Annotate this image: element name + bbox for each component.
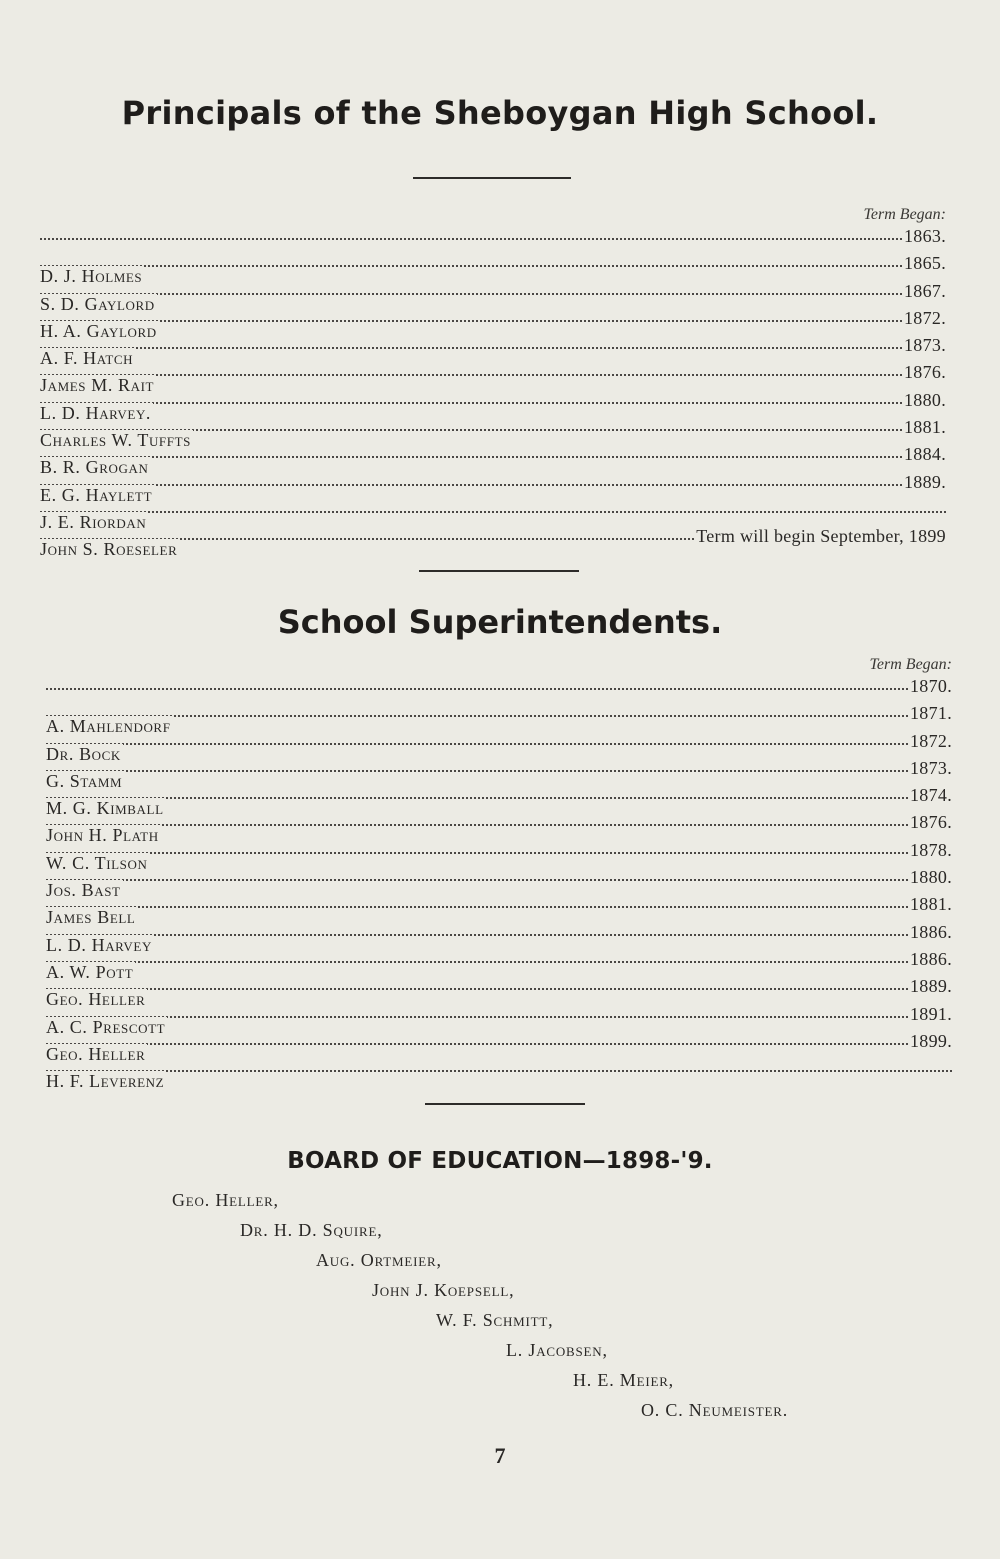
principal-name: B. R. Grogan (40, 457, 149, 478)
dot-leader (40, 511, 946, 513)
superintendent-term-year: 1880. (910, 867, 952, 888)
superintendent-term-year: 1899. (910, 1030, 952, 1051)
superintendent-name: Dr. Bock (46, 743, 121, 764)
superintendent-term-year: 1886. (910, 948, 952, 969)
dot-leader (46, 1043, 952, 1045)
principal-term-year: 1880. (904, 389, 946, 410)
principal-name: James M. Rait (40, 375, 155, 396)
superintendent-row (46, 921, 952, 955)
principal-term-year: 1889. (904, 471, 946, 492)
superintendent-row (46, 1030, 952, 1064)
board-member: W. F. Schmitt, (436, 1310, 554, 1330)
superintendent-name: L. D. Harvey (46, 934, 152, 955)
superintendent-term-year: 1871. (910, 703, 952, 724)
superintendent-row (46, 730, 952, 764)
page-number: 7 (494, 1443, 506, 1468)
principal-row (40, 417, 946, 451)
superintendent-row (46, 676, 952, 703)
superintendent-row (46, 839, 952, 873)
dot-leader (46, 1070, 952, 1072)
divider-rule (425, 1103, 585, 1105)
board-member: O. C. Neumeister. (641, 1400, 789, 1420)
dot-leader (46, 797, 952, 799)
principal-term-year: 1863. (904, 226, 946, 246)
superintendent-row (46, 1058, 952, 1092)
principal-name: Charles W. Tuffts (40, 430, 191, 451)
dot-leader (40, 374, 946, 376)
principal-term-year: 1876. (904, 362, 946, 383)
superintendent-row (46, 1003, 952, 1037)
dot-leader (40, 347, 946, 349)
principal-row (40, 471, 946, 505)
superintendent-row (46, 757, 952, 791)
superintendent-term-year: 1891. (910, 1003, 952, 1024)
superintendent-row (46, 948, 952, 982)
superintendent-term-year: 1874. (910, 785, 952, 806)
principal-row (40, 499, 946, 532)
principal-name: S. D. Gaylord (40, 293, 155, 314)
dot-leader (46, 988, 952, 990)
divider-rule (413, 177, 571, 179)
superintendent-row (46, 894, 952, 928)
principal-term-year: 1867. (904, 280, 946, 301)
superintendent-term-year: 1870. (910, 676, 952, 696)
board-member: Dr. H. D. Squire, (240, 1220, 383, 1240)
superintendent-term-year: 1876. (910, 812, 952, 833)
dot-leader (46, 879, 952, 881)
principal-row (40, 444, 946, 478)
board-member: John J. Koepsell, (372, 1280, 515, 1300)
superintendents-term-header: Term Began: (869, 656, 952, 673)
board-member: Aug. Ortmeier, (316, 1250, 442, 1270)
principal-name: John S. Roeseler (40, 539, 178, 560)
principal-term-year: Term will begin September, 1899 (696, 526, 946, 547)
principal-term-year: 1865. (904, 253, 946, 274)
superintendent-term-year: 1889. (910, 976, 952, 997)
superintendents-list (46, 676, 952, 1092)
superintendent-row (46, 703, 952, 737)
dot-leader (46, 852, 952, 854)
principal-row (40, 362, 946, 396)
superintendent-term-year: 1886. (910, 921, 952, 942)
superintendent-row (46, 976, 952, 1010)
dot-leader (46, 743, 952, 745)
principals-heading: Principals of the Sheboygan High School. (121, 94, 879, 132)
dot-leader (46, 1016, 952, 1018)
dot-leader (46, 715, 952, 717)
superintendent-name: James Bell (46, 907, 136, 928)
dot-leader (46, 824, 952, 826)
superintendent-name: Geo. Heller (46, 1043, 146, 1064)
board-heading: BOARD OF EDUCATION—1898-'9. (287, 1148, 713, 1174)
superintendent-row (46, 812, 952, 846)
superintendents-heading: School Superintendents. (277, 603, 723, 641)
superintendent-name: W. C. Tilson (46, 852, 148, 873)
dot-leader (46, 961, 952, 963)
principal-row (40, 335, 946, 369)
dot-leader (40, 484, 946, 486)
dot-leader (40, 265, 946, 267)
board-member: H. E. Meier, (573, 1370, 674, 1390)
superintendent-row (46, 785, 952, 819)
principal-name: L. D. Harvey. (40, 402, 152, 423)
superintendent-name: H. F. Leverenz (46, 1071, 165, 1092)
superintendent-term-year: 1872. (910, 730, 952, 751)
dot-leader (46, 934, 952, 936)
superintendent-term-year: 1881. (910, 894, 952, 915)
superintendent-name: Jos. Bast (46, 880, 121, 901)
board-member: L. Jacobsen, (506, 1340, 608, 1360)
superintendent-name: A. C. Prescott (46, 1016, 166, 1037)
principal-term-year: 1884. (904, 444, 946, 465)
principal-name: J. E. Riordan (40, 511, 147, 532)
principal-row (40, 526, 946, 560)
principal-row (40, 226, 946, 253)
principal-name: D. J. Holmes (40, 266, 143, 287)
principal-row (40, 307, 946, 341)
principal-term-year: 1873. (904, 335, 946, 356)
principals-term-header: Term Began: (863, 206, 946, 223)
superintendent-name: A. Mahlendorf (46, 716, 171, 737)
superintendent-term-year: 1878. (910, 839, 952, 860)
principal-name: A. F. Hatch (40, 348, 134, 369)
dot-leader (40, 320, 946, 322)
superintendent-name: Geo. Heller (46, 989, 146, 1010)
principals-list (40, 226, 946, 560)
dot-leader (46, 688, 952, 690)
principal-row (40, 253, 946, 287)
superintendent-name: M. G. Kimball (46, 798, 164, 819)
dot-leader (46, 770, 952, 772)
dot-leader (46, 906, 952, 908)
superintendent-row (46, 867, 952, 901)
divider-rule (419, 570, 579, 572)
principal-term-year: 1881. (904, 417, 946, 438)
principal-term-year: 1872. (904, 307, 946, 328)
principal-row (40, 389, 946, 423)
superintendent-term-year: 1873. (910, 757, 952, 778)
superintendent-name: John H. Plath (46, 825, 159, 846)
dot-leader (40, 293, 946, 295)
dot-leader (40, 238, 946, 240)
principal-row (40, 280, 946, 314)
superintendent-name: A. W. Pott (46, 961, 134, 982)
superintendent-name: G. Stamm (46, 770, 123, 791)
principal-name: H. A. Gaylord (40, 320, 157, 341)
board-member: Geo. Heller, (172, 1190, 279, 1210)
dot-leader (40, 456, 946, 458)
principal-name: E. G. Haylett (40, 484, 153, 505)
dot-leader (40, 402, 946, 404)
